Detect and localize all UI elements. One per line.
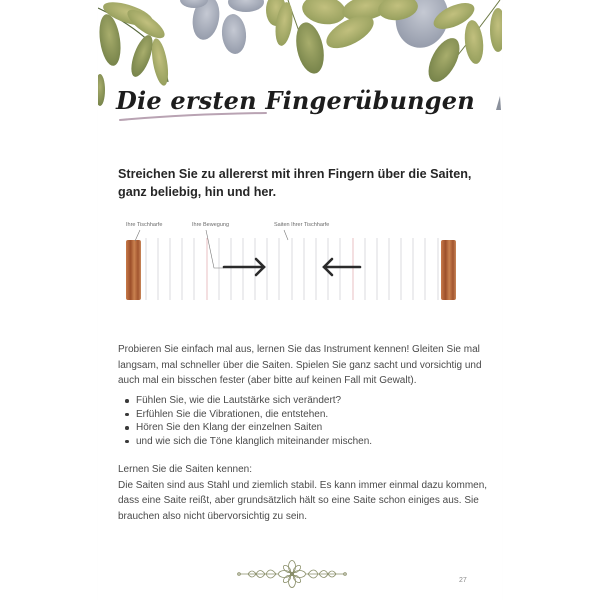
paragraph-strings-heading: Lernen Sie die Saiten kennen: (118, 464, 252, 475)
paragraph-strings-body: Die Saiten sind aus Stahl und ziemlich stabil. Es kann immer einmal dazu kommen, dass eine Saite reißt, aber grundsätzlich hält so eine Saite schon einiges aus. Sie brauchen also nicht übervorsichtig zu sein. (118, 479, 488, 522)
arrow-left-icon (324, 259, 360, 275)
title-underline-decoration (118, 112, 268, 122)
intro-instruction: Streichen Sie zu allererst mit ihren Fingern über die Saiten, ganz beliebig, hin und her. (118, 167, 472, 199)
bullet-icon (125, 399, 129, 403)
harp-strings-diagram (98, 218, 502, 308)
page-title: Die ersten Fingerübungen (116, 86, 475, 115)
arrow-right-icon (224, 259, 264, 275)
paragraph-strings (118, 462, 488, 524)
list-item: Fühlen Sie, wie die Lautstärke sich verändert? (124, 394, 372, 408)
strings-illustration (98, 218, 502, 308)
label-movement: Ihre Bewegung (192, 222, 229, 228)
page-number: 27 (459, 577, 467, 584)
bullet-list (124, 394, 372, 448)
list-item: Erfühlen Sie die Vibrationen, die entstehen. (124, 408, 372, 422)
paragraph-explore: Probieren Sie einfach mal aus, lernen Sie das Instrument kennen! Gleiten Sie mal langsam, mal schneller über die Saiten. Spielen Sie ganz sacht und vorsichtig und auch mal ein bisschen fester (aber bitte auf keinen Fall mit Gewalt). (118, 344, 482, 386)
floral-ornament-icon (236, 560, 348, 588)
label-harp: Ihre Tischharfe (126, 222, 163, 228)
bullet-icon (125, 426, 129, 430)
document-page (98, 0, 502, 600)
label-strings: Saiten Ihrer Tischharfe (274, 222, 330, 228)
list-item: Hören Sie den Klang der einzelnen Saiten (124, 421, 372, 435)
bullet-icon (125, 413, 129, 417)
list-item: und wie sich die Töne klanglich miteinander mischen. (124, 435, 372, 449)
bullet-icon (125, 440, 129, 444)
